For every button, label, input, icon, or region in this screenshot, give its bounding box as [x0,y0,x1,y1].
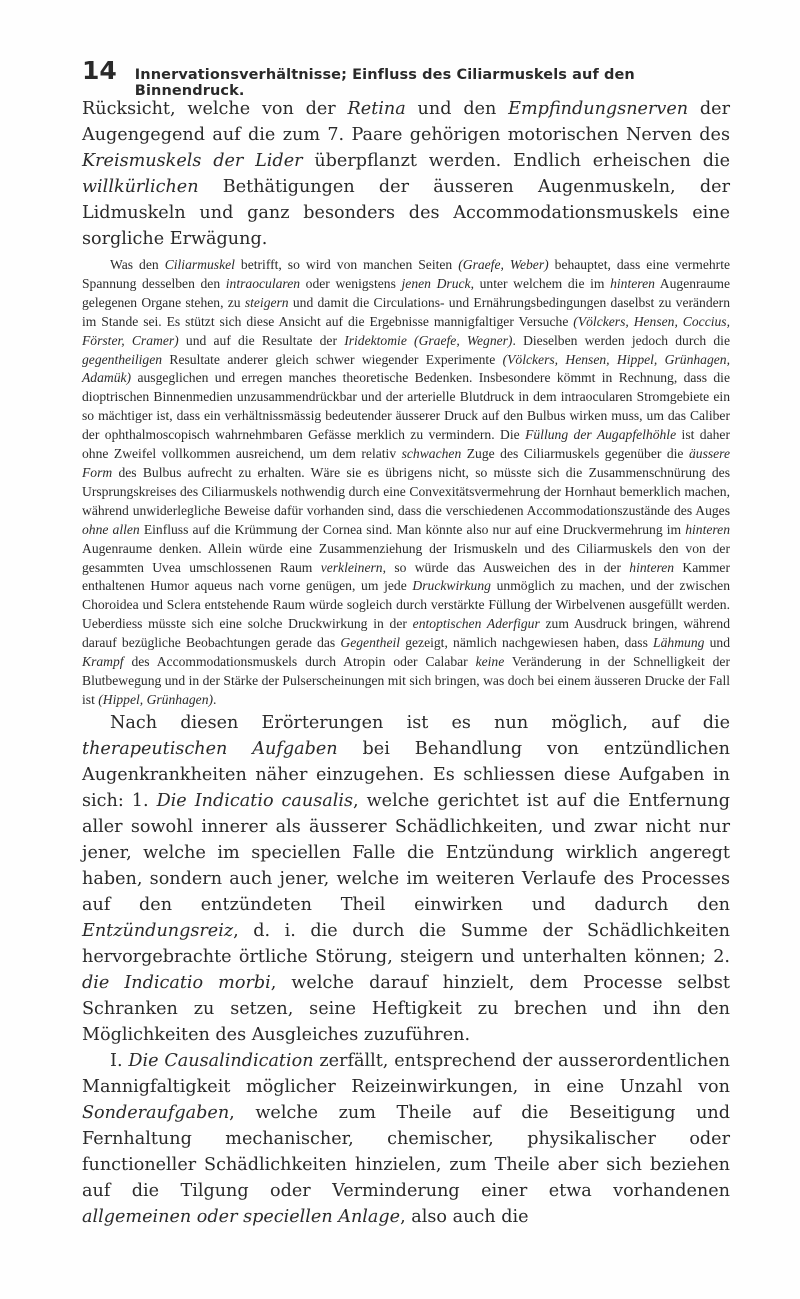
italic-run: keine [475,654,505,670]
text-run: , so würde das Ausweichen des in der [382,559,630,575]
italic-run: Die Indicatio causalis [156,790,354,811]
text-run: unmöglich zu machen, und der zwischen Choroidea und Sclera entstehende Raum würde sogleich durch verstärkte Füllung der Wirbelvenen ausgefüllt werden. Ueberdiess müsste sich eine solche Druckwirkung in der [82,578,730,632]
text-run: . [213,691,217,707]
text-run: Nach diesen Erörterungen ist es nun möglich, auf die [110,712,730,733]
italic-run: intraocularen [225,275,301,291]
italic-run: Kreismuskels der Lider [82,151,303,171]
paragraph-ciliarmuskel-note [82,256,730,710]
italic-run: (Hippel, Grünhagen) [98,691,214,707]
text-run: und damit die Circulations- und Ernährungsbedingungen daselbst zu verändern im Stande sei. Es stützt sich diese Ansicht auf die Ergebnisse mannigfaltiger Versuche [82,294,730,329]
italic-run: Ciliarmuskel [164,257,235,272]
italic-run: Die Causalindication [128,1050,314,1071]
italic-run: Füllung der Augapfelhöhle [525,427,677,443]
italic-run: Krampf [82,654,124,670]
paragraph-causalindication [82,1048,730,1230]
page-number: 14 [82,56,117,85]
text-run: . Dieselben werden jedoch durch die [512,332,730,348]
italic-run: Druckwirkung [412,578,491,594]
italic-run: Iridektomie (Graefe, Wegner) [344,332,513,348]
text-run: Einfluss auf die Krümmung der Cornea sind. Man könnte also nur auf eine Druckvermehrung im [139,521,686,537]
text-run: ist daher ohne Zweifel vollkommen ausreichend, um dem relativ [82,427,730,462]
italic-run: Retina [347,99,406,119]
text-run: oder wenigstens [300,275,402,291]
italic-run: entoptischen Aderfigur [412,616,540,632]
text-run: der Augengegend auf die zum 7. Paare gehörigen motorischen Nerven des [82,99,730,145]
text-run: , unter welchem die im [470,275,611,291]
italic-run: Entzündungsreiz [82,920,234,941]
italic-run: äussere Form [82,446,730,480]
text-run: , also auch die [400,1206,529,1227]
italic-run: Gegentheil [340,635,401,651]
italic-run: jenen Druck [401,275,471,291]
text-run: überpflanzt werden. Endlich erheischen die [302,151,730,171]
italic-run: gegentheiligen [82,351,163,367]
italic-run: die Indicatio morbi [82,972,271,993]
text-run: Veränderung in der Schnelligkeit der Blutbewegung und in der Stärke der Pulserscheinungen mit sich bringen, was doch bei einem äusseren Drucke der Fall ist [82,654,730,707]
text-run: und den [405,99,509,119]
text-run: , welche gerichtet ist auf die Entfernung aller sowohl innerer als äusserer Schädlichkeiten, und zwar nicht nur jener, welche im speciellen Falle die Entzündung wirklich angeregt haben, sondern auch jener, welche im weiteren Verlaufe des Processes auf den entzündeten Theil einwirken und dadurch den [82,790,730,915]
italic-run: Lähmung [653,635,705,651]
body-text [82,96,730,1230]
text-run: bei Behandlung von entzündlichen Augenkrankheiten näher einzugehen. Es schliessen diese Aufgaben in sich: 1. [82,738,730,811]
italic-run: allgemeinen oder speciellen Anlage [82,1206,401,1227]
italic-run: Sonderaufgaben [82,1102,230,1123]
italic-run: therapeutischen Aufgaben [82,738,338,759]
italic-run: schwachen [401,446,462,462]
text-run: gezeigt, nämlich nachgewiesen haben, dass [400,635,654,651]
text-run: behauptet, dass eine vermehrte Spannung desselben den [82,257,731,291]
italic-run: (Völckers, Hensen, Coccius, Förster, Cramer) [82,313,730,348]
text-run: , d. i. die durch die Summe der Schädlichkeiten hervorgebrachte örtliche Störung, steigern und unterhalten können; 2. [82,920,730,967]
text-run: und [704,635,730,651]
text-run: Augenraume gelegenen Organe stehen, zu [82,275,730,310]
text-run: , welche zum Theile auf die Beseitigung und Fernhaltung mechanischer, chemischer, physikalischer oder functioneller Schädlichkeiten hinzielen, zum Theile aber sich beziehen auf die Tilgung oder Verminderung einer etwa vorhandenen [82,1102,730,1201]
text-run: I. [110,1050,129,1071]
text-run: und auf die Resultate der [178,332,345,348]
text-run: ausgeglichen und erregen manches theoretische Bedenken. Insbesondere kömmt in Rechnung, dass die dioptrischen Binnenmedien unzusammendrückbar und der arterielle Blutdruck in dem intraocularen Stromgebiete ein so mächtiger ist, dass ein verhältnissmässig bedeutender äusserer Druck auf den Bulbus wirken muss, um das Caliber der ophthalmoscopisch wahrnehmbaren Gefässe merklich zu vermindern. Die [82,370,730,443]
paragraph-therapeutische-aufgaben [82,710,730,1048]
text-run: betrifft, so wird von manchen Seiten [234,257,459,272]
italic-run: Empfindungsnerven [508,99,689,119]
text-run: Augenraume denken. Allein würde eine Zusammenziehung der Irismuskeln und des Ciliarmuskels den von der gesammten Uvea umschlossenen Raum [82,540,730,575]
text-run: zum Ausdruck bringen, während darauf bezügliche Beobachtungen gerade das [82,616,730,651]
text-run: des Bulbus aufrecht zu erhalten. Wäre sie es übrigens nicht, so müsste sich die Zusammenschnürung des Ursprungskreises des Ciliarmuskels nothwendig durch eine Convexitätsvermehrung der Hornhaut bemerklich machen, während unwiderlegliche Beweise dafür vorhanden sind, dass die verschiedenen Accommodationszustände des Auges [82,464,730,518]
running-head [82,56,730,99]
italic-run: hinteren [629,559,675,575]
italic-run: ohne allen [82,521,140,537]
text-run: Zuge des Ciliarmuskels gegenüber die [461,446,689,462]
running-title: Innervationsverhältnisse; Einfluss des Ciliarmuskels auf den Binnendruck. [134,67,635,99]
italic-run: hinteren [610,275,655,291]
text-run: Resultate anderer gleich schwer wiegender Experimente [162,351,503,367]
italic-run: verkleinern [320,559,383,575]
text-run: Was den [110,257,165,272]
italic-run: steigern [244,294,289,310]
italic-run: hinteren [685,521,730,537]
italic-run: (Völckers, Hensen, Hippel, Grünhagen, Adamük) [82,351,730,386]
italic-run: (Graefe, Weber) [458,257,549,272]
text-run: Bethätigungen der äusseren Augenmuskeln, der Lidmuskeln und ganz besonders des Accommodationsmuskels eine sorgliche Erwägung. [82,177,730,249]
text-run: zerfällt, entsprechend der ausserordentlichen Mannigfaltigkeit möglicher Reizeinwirkungen, in eine Unzahl von [82,1050,730,1097]
text-run: des Accommodationsmuskels durch Atropin oder Calabar [123,654,476,670]
paragraph-continuation [82,96,730,252]
text-run: Rücksicht, welche von der [82,99,348,119]
italic-run: willkürlichen [82,177,199,197]
text-run: , welche darauf hinzielt, dem Processe selbst Schranken zu setzen, seine Heftigkeit zu brechen und ihn den Möglichkeiten des Ausgleiches zuzuführen. [82,972,730,1045]
text-run: Kammer enthaltenen Humor aqueus nach vorne genügen, um jede [82,559,730,594]
